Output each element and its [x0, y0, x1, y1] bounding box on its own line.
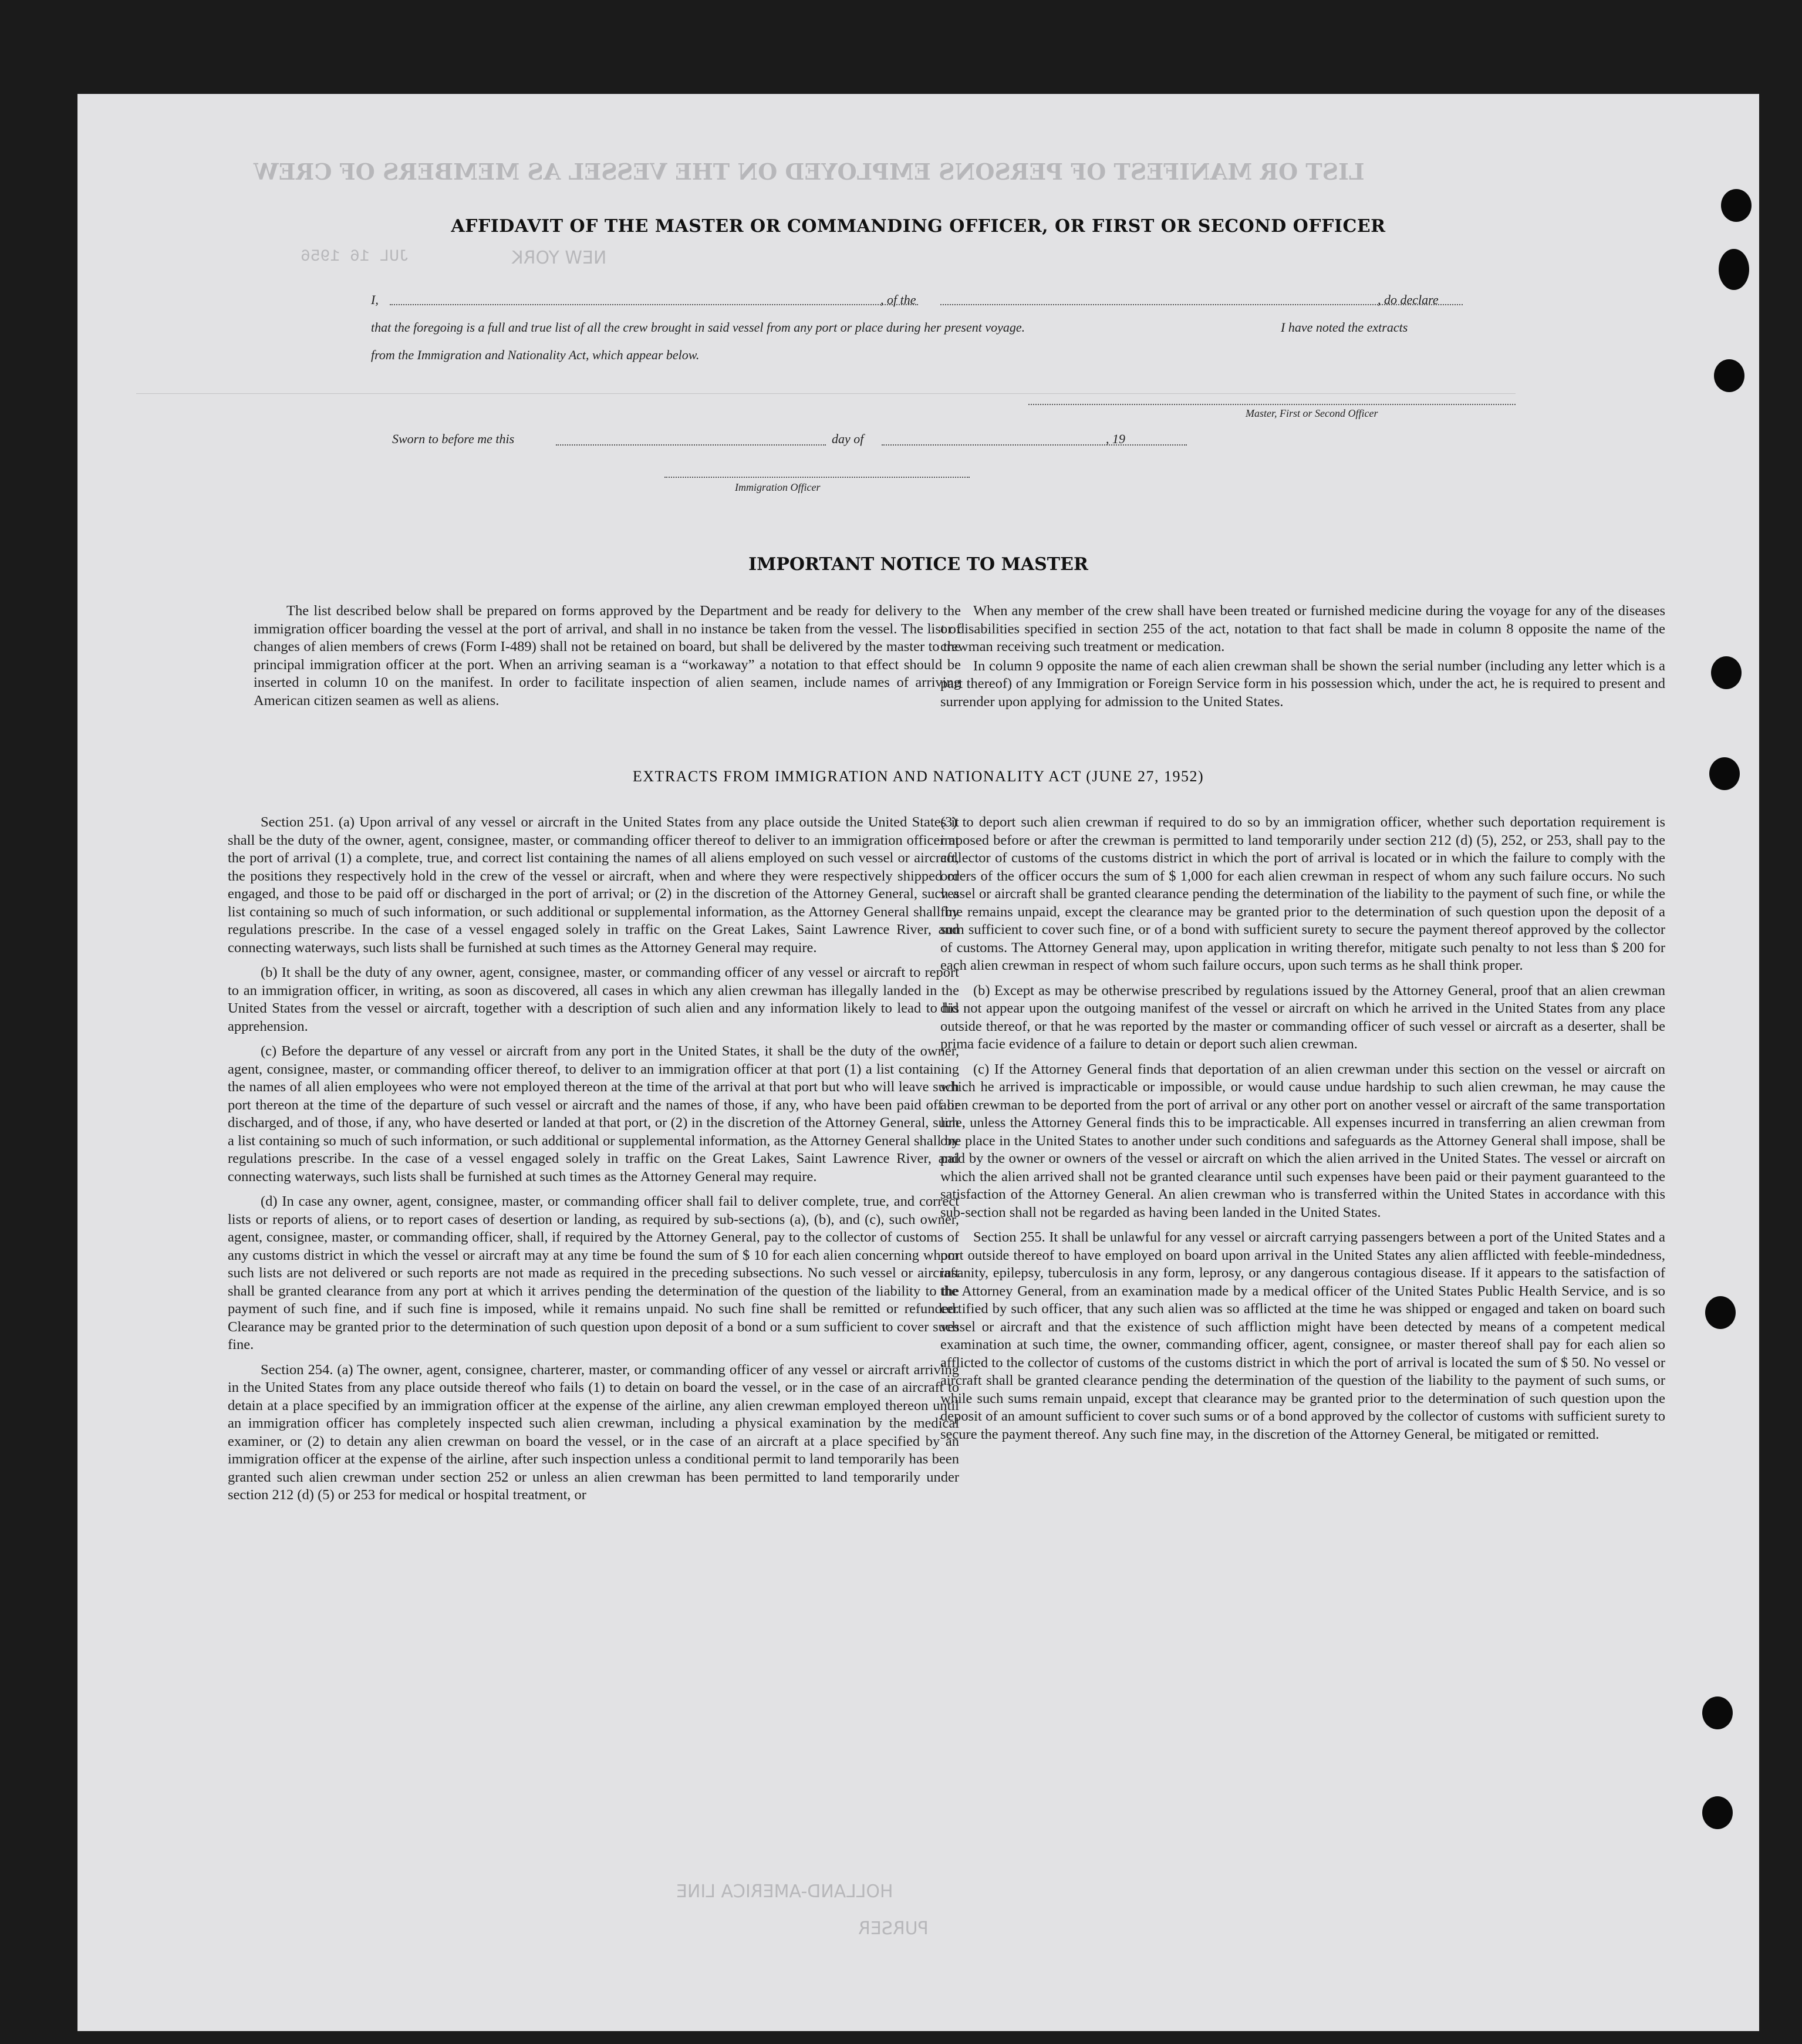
section-254-c: (c) If the Attorney General finds that deportation of an alien crewman under this section on the vessel or aircraft on which he arrived is impracticable or impossible, or would cause undue hardship to such alien crewman, he may cause the alien crewman to be deported from the port of arrival or any other port on another vessel or aircraft of the same transportation line, unless the Attorney General finds this to be impracticable. All expenses incurred in transferring an alien crewman from one place in the United States to another under such conditions and safeguards as the Attorney General shall impose, shall be paid by the owner or owners of the vessel or aircraft on which the alien arrived in the United States. The vessel or aircraft on which the alien arrived shall not be granted clearance until such expenses have been paid or their payment guaranteed to the satisfaction of the Attorney General. An alien crewman who is transferred within the United States in accordance with this sub-section shall not be regarded as having been landed in the United States.: [940, 1061, 1665, 1220]
punch-hole: [1714, 359, 1744, 392]
sworn-day-line: [556, 444, 826, 446]
extracts-left-column: [228, 814, 959, 1512]
section-251-a: Section 251. (a) Upon arrival of any vessel or aircraft in the United States from any place outside the United States it shall be the duty of the owner, agent, consignee, master, or commanding officer thereof to deliver to an immigration officer at the port of arrival (1) a complete, true, and correct list containing the names of all aliens employed on such vessel or aircraft, the positions they respectively hold in the crew of the vessel or aircraft, when and where they were respectively shipped or engaged, and those to be paid off or discharged in the port of arrival; or (2) in the discretion of the Attorney General, such a list containing so much of such information, or such additional or supplemental information, as the Attorney General shall by regulations prescribe. In the case of a vessel engaged solely in traffic on the Great Lakes, Saint Lawrence River, and connecting waterways, such lists shall be furnished at such times as the Attorney General may require.: [228, 814, 959, 956]
notice-right-column: [940, 602, 1665, 718]
notice-right-paragraph-1: When any member of the crew shall have been treated or furnished medicine during the voyage for any of the diseases or disabilities specified in section 255 of the act, notation to that fact shall be made in column 8 opposite the name of the crewman receiving such treatment or medication.: [940, 603, 1665, 655]
section-254-b: (b) Except as may be otherwise prescribed by regulations issued by the Attorney General, proof that an alien crewman did not appear upon the outgoing manifest of the vessel or aircraft on which he arrived in the United States from any place outside thereof, or that he was reported by the master or commanding officer of such vessel or aircraft as a deserter, shall be prima facie evidence of a failure to detain or deport such alien crewman.: [940, 982, 1665, 1052]
declarant-name-line: [390, 304, 918, 305]
affidavit-declare-label: , do declare: [1378, 292, 1439, 307]
show-through-date: JUL 16 1956: [301, 248, 409, 266]
sworn-label: Sworn to before me this: [392, 431, 515, 446]
affidavit-statement-end: from the Immigration and Nationality Act, which appear below.: [371, 348, 700, 362]
sworn-month-line: [882, 444, 1187, 446]
punch-hole: [1709, 757, 1740, 790]
master-signature-caption: Master, First or Second Officer: [1246, 407, 1378, 419]
punch-hole: [1721, 189, 1752, 222]
section-254-a-cont: (3) to deport such alien crewman if required to do so by an immigration officer, whether such deportation requirement is imposed before or after the crewman is permitted to land temporarily under section 212 (d) (5), 252, or 253, shall pay to the collector of customs of the customs district in which the port of arrival is located or in which the failure to comply with the orders of the officer occurs the sum of $ 1,000 for each alien crewman in respect of whom any such failure occurs. No such vessel or aircraft shall be granted clearance pending the determination of the liability to the payment of such fine, or while the fine remains unpaid, except the clearance may be granted prior to the determination of such question upon the deposit of a sum sufficient to cover such fine, or of a bond with sufficient surety to secure the payment thereof approved by the collector of customs. The Attorney General may, upon application in writing therefor, mitigate such penalty to not less than $ 200 for each alien crewman in respect of whom such failure occurs, upon such terms as he shall think proper.: [940, 814, 1665, 973]
officer-signature-line: [664, 477, 970, 478]
show-through-header: LIST OR MANIFEST OF PERSONS EMPLOYED ON THE VESSEL AS MEMBERS OF CREW: [254, 158, 1365, 185]
punch-hole: [1702, 1796, 1733, 1829]
show-through-footer: PURSER: [858, 1918, 929, 1939]
extracts-right-column: [940, 814, 1665, 1451]
section-251-b: (b) It shall be the duty of any owner, agent, consignee, master, or commanding officer of any vessel or aircraft to report to an immigration officer, in writing, as soon as discovered, all cases in which any alien crewman has illegally landed in the United States from the vessel or aircraft, together with a description of such alien and any information likely to lead to his apprehension.: [228, 964, 959, 1034]
notice-left-column: [254, 602, 961, 717]
day-of-label: day of: [832, 431, 864, 446]
punch-hole: [1711, 656, 1742, 689]
affidavit-statement: that the foregoing is a full and true list of all the crew brought in said vessel from any port or place during her present voyage.: [371, 320, 1025, 335]
affidavit-i-label: I,: [371, 292, 379, 307]
year-label: , 19: [1106, 431, 1125, 446]
notice-title: IMPORTANT NOTICE TO MASTER: [748, 554, 1088, 575]
document-page: [77, 94, 1759, 2031]
show-through-line-name: HOLLAND-AMERICA LINE: [676, 1881, 893, 1902]
affidavit-title: AFFIDAVIT OF THE MASTER OR COMMANDING OFFICER, OR FIRST OR SECOND OFFICER: [451, 216, 1386, 237]
show-through-port: NEW YORK: [512, 248, 607, 268]
affidavit-statement-cont: I have noted the extracts: [1281, 320, 1408, 335]
punch-hole: [1705, 1296, 1736, 1329]
notice-left-paragraph: The list described below shall be prepared on forms approved by the Department and be ready for delivery to the immigration officer boarding the vessel at the port of arrival, and shall in no instance be taken from the vessel. The list of changes of alien members of crews (Form I-489) shall not be retained on board, but shall be delivered by the master to the principal immigration officer at the port. When an arriving seaman is a “workaway” a notation to that effect should be inserted in column 10 on the manifest. In order to facilitate inspection of alien seamen, include names of arriving American citizen seamen as well as aliens.: [254, 603, 961, 709]
officer-signature-caption: Immigration Officer: [735, 481, 821, 493]
punch-hole: [1702, 1696, 1733, 1729]
section-251-d: (d) In case any owner, agent, consignee, master, or commanding officer shall fail to deliver complete, true, and correct lists or reports of aliens, or to report cases of desertion or landing, as required by sub-sections (a), (b), and (c), such owner, agent, consignee, master, or commanding officer, shall, if required by the Attorney General, pay to the collector of customs of any customs district in which the vessel or aircraft may at any time be found the sum of $ 10 for each alien concerning whom such lists are not delivered or such reports are not made as required in the preceding subsections. No such vessel or aircraft shall be granted clearance from any port at which it arrives pending the determination of the question of the liability to the payment of such fine, and if such fine is imposed, while it remains unpaid. No such fine shall be remitted or refunded. Clearance may be granted prior to the determination of such question upon deposit of a bond or a sum sufficient to cover such fine.: [228, 1193, 959, 1352]
section-251-c: (c) Before the departure of any vessel or aircraft from any port in the United States, it shall be the duty of the owner, agent, consignee, master, or commanding officer thereof, to deliver to an immigration officer at that port (1) a list containing the names of all alien employees who were not employed thereon at the time of the arrival at that port but who will leave such port thereon at the time of the departure of such vessel or aircraft and the names of those, if any, who have been paid off or discharged, and of those, if any, who have deserted or landed at that port, or (2) in the discretion of the Attorney General, such a list containing so much of such information, or such additional or supplemental information, as the Attorney General shall by regulations prescribe. In the case of a vessel engaged solely in traffic on the Great Lakes, Saint Lawrence River, and connecting waterways, such lists shall be furnished at such times as the Attorney General may require.: [228, 1043, 959, 1185]
master-signature-line: [1028, 404, 1516, 405]
section-255: Section 255. It shall be unlawful for any vessel or aircraft carrying passengers between a port of the United States and a port outside thereof to have employed on board upon arrival in the United States any alien afflicted with feeble-mindedness, insanity, epilepsy, tuberculosis in any form, leprosy, or any dangerous contagious disease. If it appears to the satisfaction of the Attorney General, from an examination made by a medical officer of the United States Public Health Service, and is so certified by such officer, that any such alien was so afflicted at the time he was shipped or engaged and taken on board such vessel or aircraft and that the existence of such affliction might have been detected by means of a competent medical examination at such time, the owner, commanding officer, agent, consignee, or master thereof shall pay for each alien so afflicted to the collector of customs of the customs district in which the port of arrival is located the sum of $ 50. No vessel or aircraft shall be granted clearance pending the determination of the question of the liability to the payment of such sums, or while such sums remain unpaid, except that clearance may be granted prior to the determination of such question upon the deposit of an amount sufficient to cover such sums or of a bond approved by the collector of customs with sufficient surety to secure the payment thereof. Any such fine may, in the discretion of the Attorney General, be mitigated or remitted.: [940, 1229, 1665, 1442]
extracts-title: EXTRACTS FROM IMMIGRATION AND NATIONALITY ACT (JUNE 27, 1952): [632, 768, 1204, 785]
show-through-rule: [136, 393, 1516, 394]
section-254-a: Section 254. (a) The owner, agent, consignee, charterer, master, or commanding officer of any vessel or aircraft arriving in the United States from any place outside thereof who fails (1) to detain on board the vessel, or in the case of an aircraft to detain at a place specified by an immigration officer at the expense of the airline, any alien crewman employed thereon until an immigration officer has completely inspected such alien crewman, including a physical examination by the medical examiner, or (2) to detain any alien crewman on board the vessel, or in the case of an aircraft at a place specified by an immigration officer at the expense of the airline, after such inspection unless a conditional permit to land temporarily has been granted such alien crewman under section 252 or unless an alien crewman has been permitted to land temporarily under section 212 (d) (5) or 253 for medical or hospital treatment, or: [228, 1361, 959, 1503]
punch-hole: [1719, 249, 1749, 290]
affidavit-of-the-label: , of the: [880, 292, 916, 307]
notice-right-paragraph-2: In column 9 opposite the name of each alien crewman shall be shown the serial number (including any letter which is a part thereof) of any Immigration or Foreign Service form in his possession which, under the act, he is required to present and surrender upon applying for admission to the United States.: [940, 657, 1665, 710]
